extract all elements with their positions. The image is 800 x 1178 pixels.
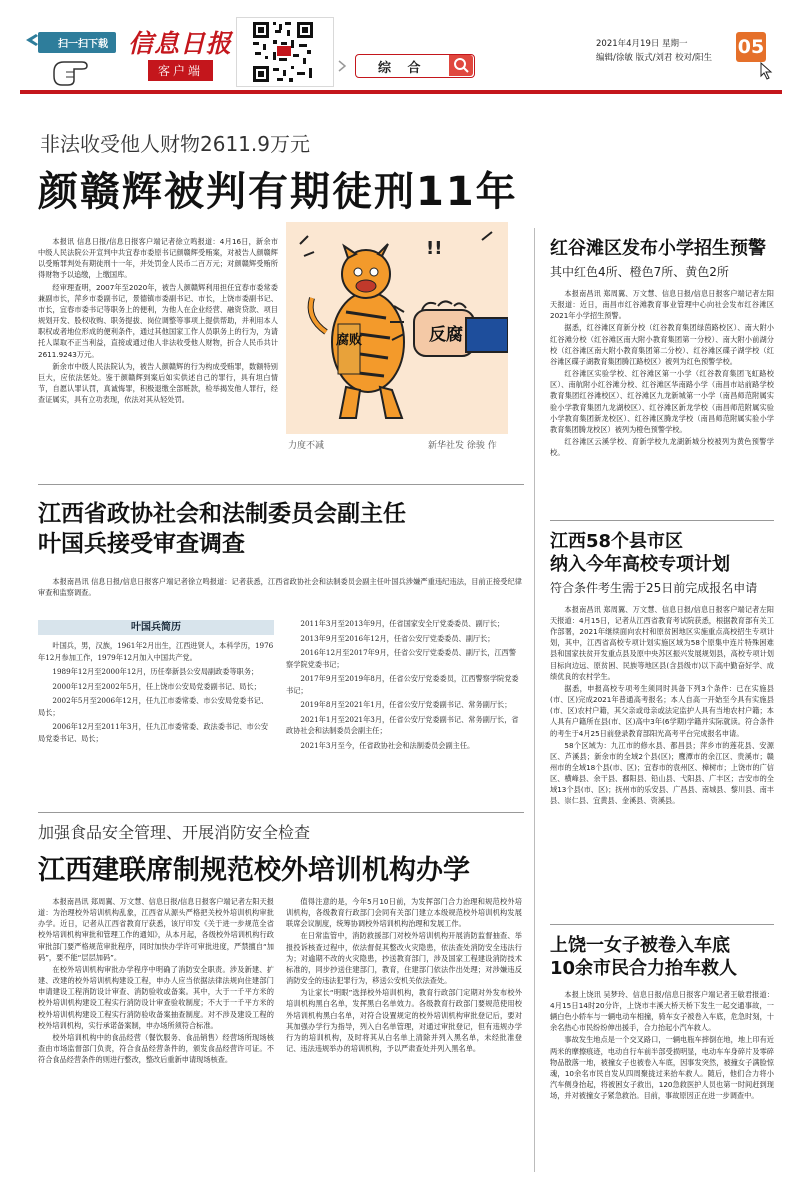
story2-headline-line1: 江西省政协社会和法制委员会副主任: [38, 501, 406, 527]
story3-kicker: 加强食品安全管理、开展消防安全检查: [38, 823, 311, 842]
story3-para: 在校外培训机构审批办学程序中明确了消防安全职责。涉及新建、扩建、改建的校外培训机构建设工程，申办人应当依据法律法规向住建部门申请建设工程消防设计审查、消防验收或备案。其中，大于一千平方米的校外培训机构建设工程实行消防设计审查验收制度；不大于一千平方米的校外培训机构建设工程实行消防验收备案抽查制度。对不涉及建设工程的校外培训机构，实行承诺备案制，申办场所须符合标准。: [38, 964, 274, 1030]
bio-entry: 2016年12月至2017年9月，任省公安厅党委委员、副厅长，江西警察学院党委书记；: [286, 648, 517, 669]
story5-para: 本报南昌讯 郑周翼、万文慧、信息日报/信息日报客户端记者左阳天报道：4月15日，记者从江西省教育考试院获悉，根据教育部有关工作部署，2021年继续面向农村和原贫困地区实施重点高校招生专项计划，其中，江西省高校专项计划实施区域为58个原集中连片特殊困难县和国家扶贫开发重点县及原中央苏区振兴发展规划县，高校专项计划目标向边远、原贫困、民族等地区县(含县级市)以下高中勤奋好学、成绩优良的农村学生。: [550, 604, 774, 681]
cartoon-title: 力度不减: [288, 441, 325, 451]
story5-para: 58个区域为：九江市的修水县、都昌县；萍乡市的莲花县、安源区、芦溪县；新余市的全域2个县(区)；鹰潭市的余江区、贵溪市；赣州市的全域18个县(市、区)；宜春市的袁州区、樟树市；上饶市的广信区、横峰县、余干县、鄱阳县、铅山县、弋阳县、广丰区；吉安市的全域13个县(市、区)；抚州市的乐安县、广昌县、南城县、黎川县、南丰县、崇仁县、宜黄县、金溪县、资溪县。: [550, 740, 774, 806]
story6-headline[interactable]: [550, 934, 774, 981]
story5-para: 据悉，申报高校专项考生须同时具备下列3个条件：已在实施县(市、区)完成2021年普通高考报名；本人自高一开始至今具有实施县(市、区)农村户籍，其父亲或母亲或法定监护人具有当地农村户籍；本人具有户籍所在县(市、区)高中3年(6学期)学籍并实际就读。符合条件的考生于4月25日前登录教育部阳光高考平台完成报名申请。: [550, 683, 774, 738]
divider: [38, 812, 524, 813]
story3-para: 值得注意的是，今年5月10日前，为发挥部门合力治理和规范校外培训机构，各级教育行政部门会同有关部门建立本级规范校外培训机构发展联席会议制度，统筹协调校外培训机构治理和发展工作。: [286, 897, 522, 929]
story4-para: 红谷滩区实验学校、红谷滩区第一小学（红谷教育集团飞虹路校区）、南航附小红谷滩分校、红谷滩区华南路小学（南昌市站前路学校教育集团红谷滩校区）、红谷滩区九龙新城第一小学（南昌师范附属实验小学教育集团九龙湖校区）、红谷滩区新龙学校（南昌师范附属实验小学教育集团新龙校区）、红谷滩区腾龙学校（南昌师范附属实验小学教育集团腾龙校区）被列为橙色预警学校。: [550, 369, 774, 434]
column-divider: [534, 228, 535, 1172]
divider: [38, 484, 524, 485]
story4-para: 据悉，红谷滩区育新分校（红谷教育集团绿茵路校区）、南大附小红谷滩分校（红谷滩区南大附小教育集团第一分校）、南大附小前湖分校（红谷滩区南大附小教育集团第二分校）、红谷滩区碟子湖学校（红谷滩区碟子湖教育集团腾江路校区）被列为红色预警学校。: [550, 323, 774, 366]
finger-pointer-icon: [52, 52, 98, 88]
story5-headline-line2: 纳入今年高校专项计划: [550, 554, 730, 576]
story6-block: [550, 934, 774, 1175]
story3-col1: [38, 896, 274, 1172]
story6-para: 本报上饶讯 吴梦玲、信息日报/信息日报客户端记者王敏君报道：4月15日14时20分许，上饶市丰溪大桥天桥下发生一起交通事故，一辆白色小轿车与一辆电动车相撞，骑车女子被卷入车底，危急时刻，十余名热心市民纷纷伸出援手，合力抬起小汽车救人。: [550, 989, 774, 1033]
bio-title: 叶国兵简历: [38, 620, 274, 635]
story3-para: 本报南昌讯 郑周翼、万文慧、信息日报/信息日报客户端记者左阳天报道：为治理校外培训机构乱象，江西省从源头严格把关校外培训机构审批办学。近日，记者从江西省教育厅获悉，该厅印发《关于进一步规范全省校外培训机构审批和管理工作的通知》，从本月起，各级校外培训机构行政审批部门要严格规范审批程序，同时加快办学许可审批进度，严禁擅自“加码”，要不能“层层加码”。: [38, 897, 274, 962]
story1-para: 经审理查明，2007年至2020年，被告人颜赣辉利用担任宜春市委常委兼副市长，萍乡市委副书记，景德镇市委副书记、市长，上饶市委副书记、市长，宜春市委书记等职务上的便利，为他人在企业经营、融资贷款、项目规划开发、股权收购、职务提拔、岗位调整等事项上提供帮助，并利用本人职权或者地位形成的便利条件，通过其他国家工作人员职务上的行为，为请托人谋取不正当利益，直接或通过他人非法收受他人财物，折合人民币共计2611.9243万元。: [38, 282, 278, 359]
bio-entry: 2017年9月至2019年8月，任省公安厅党委委员，江西警察学院党委书记；: [286, 674, 519, 695]
story2-lead: 本报南昌讯 信息日报/信息日报客户端记者徐立鸣报道：记者获悉，江西省政协社会和法制委员会副主任叶国兵涉嫌严重违纪违法，目前正接受纪律审查和监察调查。: [38, 577, 522, 598]
story1-kicker: 非法收受他人财物2611.9万元: [40, 132, 310, 156]
story5-block: [550, 530, 774, 926]
story6-body: [550, 989, 774, 1175]
cartoon-credit: 新华社发 徐骏 作: [428, 441, 497, 451]
qr-code[interactable]: [236, 17, 334, 87]
story3-col2: [286, 896, 522, 1172]
section-label[interactable]: 综 合: [378, 61, 427, 76]
story6-para: 事故发生地点是一个交叉路口，一辆电瓶车摔倒在地，地上印有近两米的摩擦痕迹，电动自行车前半部受损明显，电动车车身碎片及零碎物品散落一地，被撞女子也被卷入车底，因事发突然，被撞女子满脸惊魂，10余名市民自发从四周聚拢过来抬车救人。随后，他们合力将小汽车侧身抬起，将被困女子救出，120急救医护人员也第一时间赶到现场，并对被撞女子紧急救治。目前，事故原因正在进一步调查中。: [550, 1035, 774, 1101]
bio-entry: 2000年12月至2002年5月，任上饶市公安局党委副书记、局长；: [52, 681, 261, 691]
story3-para: 校外培训机构中的食品经营（餐饮服务、食品销售）经营场所现场核查由市场监督部门负责，符合食品经营条件的，颁发食品经营许可证。不符合食品经营条件的则进行整改，整改后重新申请现场核查。: [38, 1032, 274, 1065]
chevron-right-icon: [336, 58, 348, 72]
story1-headline[interactable]: 颜赣辉被判有期徒刑11年: [38, 169, 518, 215]
masthead: [0, 0, 800, 96]
divider: [550, 924, 774, 925]
bio-entry: 2002年5月至2006年12月，任九江市委常委、市公安局党委书记、局长；: [38, 696, 269, 717]
anticorruption-cartoon: [286, 222, 508, 434]
bio-entry: 2021年3月至今，任省政协社会和法制委员会副主任。: [300, 740, 475, 750]
bio-entry: 叶国兵，男，汉族，1961年2月出生，江西进贤人，本科学历，1976年12月参加工作，1979年12月加入中国共产党。: [38, 641, 274, 662]
story2-headline[interactable]: [38, 500, 406, 560]
bio-right-column: [286, 618, 522, 808]
header-rule: [20, 90, 782, 94]
editors-credit: 编辑/徐敏 版式/刘君 校对/阳生: [596, 53, 712, 63]
story6-headline-line1: 上饶一女子被卷入车底: [550, 935, 730, 956]
story5-headline[interactable]: [550, 530, 774, 577]
client-tag[interactable]: 客户端: [148, 60, 213, 81]
story1-para: 新余市中级人民法院认为，被告人颜赣辉的行为构成受贿罪，数额特别巨大，应依法惩处。鉴于颜赣辉到案后如实供述自己的罪行，具有坦白情节，自愿认罪认罚，真诚悔罪，积极退缴全部赃款，检举揭发他人罪行，经查证属实，具有立功表现，依法对其从轻处罚。: [38, 361, 278, 405]
search-icon[interactable]: [449, 55, 473, 76]
bio-entry: 2013年9月至2016年12月，任省公安厅党委委员、副厅长；: [300, 633, 495, 643]
story5-headline-line1: 江西58个县市区: [550, 531, 684, 552]
bio-entry: 2011年3月至2013年9月，任省国家安全厅党委委员、副厅长；: [300, 619, 505, 628]
cartoon-word-right: 反腐: [429, 325, 463, 345]
bio-entry: 2006年12月至2011年3月，任九江市委常委、政法委书记、市公安局党委书记、局长；: [38, 722, 269, 743]
page-number: 05: [736, 32, 766, 62]
newspaper-logo: 信息日报: [128, 29, 233, 58]
bio-left-column: [38, 640, 274, 800]
bio-entry: 1989年12月至2000年12月，历任奉新县公安局副政委等职务；: [52, 667, 259, 677]
story6-headline-line2: 10余市民合力抬车救人: [550, 958, 738, 980]
story4-block: [550, 234, 774, 496]
scan-download-label[interactable]: 扫一扫下载: [38, 32, 116, 53]
story5-subhead: 符合条件考生需于25日前完成报名申请: [550, 580, 758, 595]
divider: [550, 520, 774, 521]
cartoon-word-left: 腐败: [335, 333, 363, 348]
story3-para: 在日常监管中，消防救援部门对校外培训机构开展消防监督抽查、举报投诉核查过程中，依法督促其整改火灾隐患，依法查处消防安全违法行为；对逾期不改的火灾隐患，抄送教育部门，涉及国家工程建设消防技术标准的，同步抄送住建部门，教育，住建部门依法作出处理；对涉嫌违反消防安全的违法犯罪行为，移送公安机关依法查处。: [286, 931, 522, 986]
bio-entry: 2019年8月至2021年1月，任省公安厅党委副书记、常务副厅长；: [300, 700, 512, 710]
story4-subhead: 其中红色4所、橙色7所、黄色2所: [550, 265, 729, 279]
story4-para: 本报南昌讯 郑周翼、万文慧、信息日报/信息日报客户端记者左阳天报道：近日，南昌市红谷滩教育事业管理中心向社会发布红谷滩区2021年小学招生预警。: [550, 289, 774, 321]
story2-headline-line2: 叶国兵接受审查调查: [38, 530, 245, 557]
story3-headline[interactable]: 江西建联席制规范校外培训机构办学: [38, 855, 470, 886]
story4-body: [550, 288, 774, 496]
story4-para: 红谷滩区云溪学校、育新学校九龙湖新城分校被列为黄色预警学校。: [550, 437, 774, 458]
story5-body: [550, 604, 774, 926]
issue-date: 2021年4月19日 星期一: [596, 39, 688, 49]
svg-text:!!: !!: [426, 238, 443, 259]
story1-col1: [38, 236, 278, 456]
story3-para: 为让家长“明眼”选择校外培训机构，教育行政部门定期对外发布校外培训机构黑白名单，发挥黑白名单效力。各级教育行政部门要规范使用校外培训机构黑白名单，对符合设置规定的校外培训机构审批登记后，要对其加强办学行为指导，列入白名单管理，对通过审批登记，但有违规办学行为的培训机构，及时将其从白名单上清除并列入黑名单，未经批准登记、违法违规举办的培训机构，予以严肃查处并列入黑名单。: [286, 988, 522, 1054]
cursor-icon: [760, 62, 774, 80]
story4-headline[interactable]: 红谷滩区发布小学招生预警: [550, 238, 766, 259]
bio-entry: 2021年1月至2021年3月，任省公安厅党委副书记、常务副厅长，省政协社会和法制委员会副主任；: [286, 714, 519, 736]
story1-para: 本报讯 信息日报/信息日报客户端记者徐立鸣报道：4月16日，新余市中级人民法院公开宣判中共宜春市委原书记颜赣辉受贿案，对被告人颜赣辉以受贿罪判处有期徒刑十一年，并处罚金人民币二百万元；对颜赣辉受贿所得财物予以追缴，上缴国库。: [38, 237, 278, 280]
